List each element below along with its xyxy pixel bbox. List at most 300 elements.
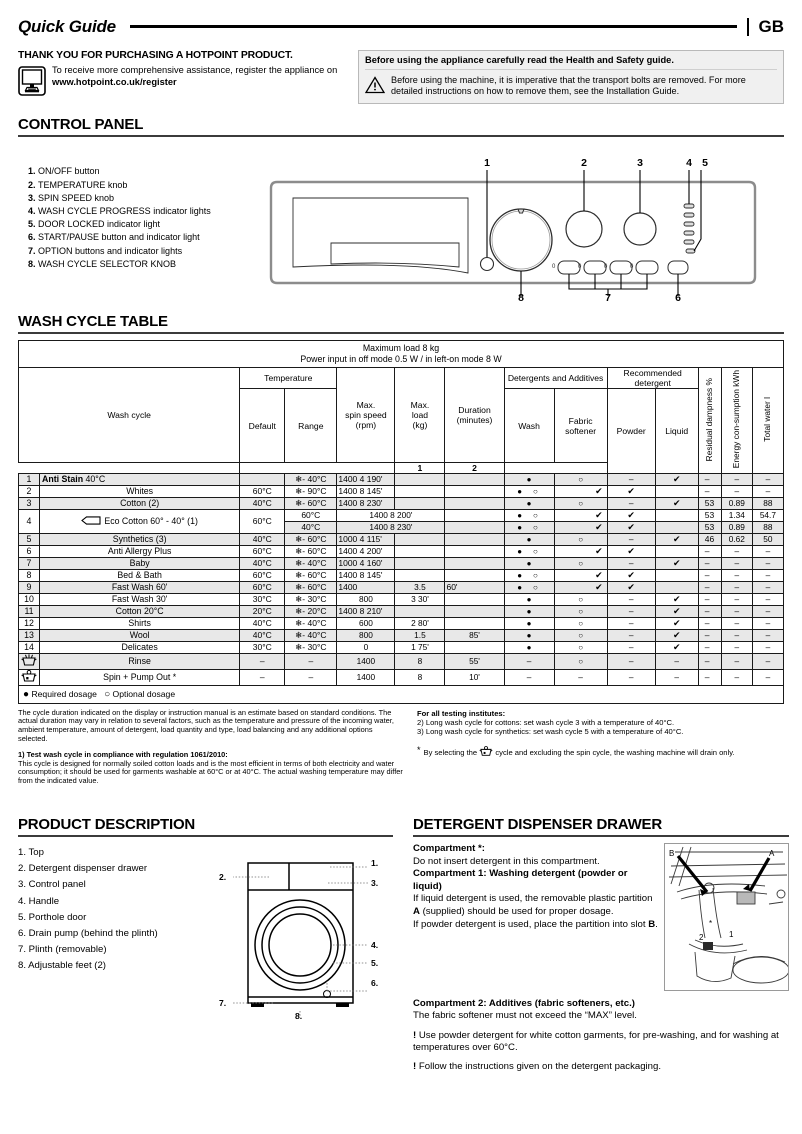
spin-load-duration-value: 1400 8 210' (338, 606, 383, 617)
safety-warning-box (358, 50, 784, 104)
compartment-star-title: Compartment *: (413, 843, 485, 854)
cell-max-load (395, 605, 445, 617)
cell-max-load (395, 497, 445, 509)
cell-cycle-name: Shirts (40, 617, 240, 629)
required-dosage-dot: ● (526, 619, 532, 629)
thanks-title: THANK YOU FOR PURCHASING A HOTPOINT PRODUCT. (18, 50, 293, 61)
intro-section (18, 50, 784, 104)
spin-load-duration-value: 1400 4 190' (338, 474, 383, 485)
cell-residual-dampness (698, 497, 721, 509)
cell-cycle-name: Delicates (40, 641, 240, 653)
cycle-number: 12 (24, 618, 34, 629)
cell-fabric-softener (554, 569, 607, 581)
cp-item-2: 2. TEMPERATURE knob (38, 179, 253, 192)
cp-callout-4: 4 (686, 157, 692, 170)
cell-max-load: 8 (395, 669, 445, 685)
cell-temp-range: ❄- 60°C (285, 545, 337, 557)
notes-section (18, 709, 784, 786)
table-body (19, 473, 784, 685)
optional-dosage-ring: ○ (578, 631, 584, 641)
cell-default-temp: 40°C (240, 629, 285, 641)
detergent-drawer-text (413, 843, 658, 991)
residual-value: – (704, 594, 710, 605)
optional-dosage-ring: ○ (578, 559, 584, 569)
cell-cycle-number (19, 641, 40, 653)
table-row (19, 605, 784, 617)
cell-wash-compartment (504, 557, 554, 569)
cell-energy-consumption: – (721, 473, 752, 485)
check-mark-icon: ✔ (595, 569, 603, 580)
compartment-star-body: Do not insert detergent in this compartment. (413, 855, 600, 867)
cell-temp-range: ❄- 60°C (285, 569, 337, 581)
cell-duration (445, 641, 504, 653)
cell-powder: – (607, 593, 655, 605)
required-dosage-dot: ● (526, 631, 532, 641)
check-mark-icon: ✔ (595, 485, 603, 496)
cell-total-water: – (752, 473, 783, 485)
residual-value: – (704, 582, 710, 593)
cell-fabric-softener (554, 473, 607, 485)
cell-max-load: 1.5 (395, 629, 445, 641)
wash-cycle-table-heading: WASH CYCLE TABLE (18, 313, 168, 331)
optional-dosage-ring: ○ (578, 619, 584, 629)
cell-total-water: – (752, 545, 783, 557)
pd-item-5: 5. Porthole door (18, 911, 87, 923)
register-monitor-icon (18, 66, 46, 96)
cell-max-spin: 800 (337, 593, 395, 605)
optional-dosage-ring: ○ (533, 583, 538, 593)
residual-value: 53 (704, 510, 715, 521)
register-text: To receive more comprehensive assistance, register the appliance on (52, 65, 338, 75)
required-dosage-dot: ● (526, 607, 532, 617)
table-row (19, 485, 784, 497)
cell-total-water: – (752, 669, 783, 685)
detergent-drawer-heading: DETERGENT DISPENSER DRAWER (413, 816, 662, 833)
cell-fabric-softener (554, 485, 607, 497)
cell-wash-compartment (504, 629, 554, 641)
cell-energy-consumption: – (721, 545, 752, 557)
cell-fabric-softener (554, 533, 607, 545)
optional-dosage-ring: ○ (533, 523, 538, 533)
table-info-row (19, 341, 784, 368)
cell-energy-consumption: – (721, 593, 752, 605)
check-mark-icon: ✔ (672, 497, 681, 508)
legend-required: Required dosage (31, 688, 97, 699)
cell-fabric-softener (554, 605, 607, 617)
spin-load-duration-value: 1400 8 145' (338, 570, 383, 581)
residual-value: – (704, 656, 710, 667)
cell-default-temp: 60°C (240, 545, 285, 557)
check-mark-icon: ✔ (627, 509, 635, 520)
cell-temp-range: ❄- 40°C (285, 473, 337, 485)
notes-left (18, 709, 403, 786)
residual-value: 53 (704, 522, 715, 533)
cell-fabric-softener (554, 581, 607, 593)
cell-duration: 55' (445, 653, 504, 669)
cell-spin-load-duration (337, 605, 395, 617)
th-residual-dampness: Residual dampness % (698, 368, 721, 473)
cell-residual-dampness (698, 569, 721, 581)
optional-dosage-ring: ○ (578, 607, 584, 617)
residual-value: 46 (704, 534, 715, 545)
cell-temp-range: ❄- 40°C (285, 557, 337, 569)
residual-value: – (704, 558, 710, 569)
cell-energy-consumption: 1.34 (721, 509, 752, 521)
cell-powder: – (607, 605, 655, 617)
dd-label-star: * (709, 919, 713, 928)
cell-duration (445, 521, 504, 533)
cell-cycle-number (19, 509, 40, 533)
cp-callout-5: 5 (702, 157, 708, 170)
cell-energy-consumption: – (721, 617, 752, 629)
cell-temp-range: ❄- 20°C (285, 605, 337, 617)
cell-total-water: 54.7 (752, 509, 783, 521)
cell-cycle-name: Cotton 20°C (40, 605, 240, 617)
cell-wash-compartment (504, 509, 554, 521)
note1-title: 1) Test wash cycle in compliance with regulation 1061/2010: (18, 749, 228, 759)
th-compartment-2: 2 (445, 462, 504, 473)
control-panel-heading: CONTROL PANEL (18, 116, 144, 134)
cell-liquid (655, 617, 698, 629)
cell-total-water: 50 (752, 533, 783, 545)
th-fabric-softener: Fabric softener (554, 389, 607, 462)
cell-total-water: – (752, 485, 783, 497)
spin-load-duration-value: 1000 4 115' (338, 534, 382, 545)
cell-max-spin (337, 581, 395, 593)
cell-liquid (655, 485, 698, 497)
control-panel-section (18, 151, 784, 301)
cycle-number: 14 (24, 642, 34, 653)
duration-value: 60' (446, 582, 458, 593)
cell-wash-compartment (504, 593, 554, 605)
cell-fabric-softener (554, 521, 607, 533)
cell-residual-dampness (698, 581, 721, 593)
cell-energy-consumption: – (721, 581, 752, 593)
table-row (19, 545, 784, 557)
residual-value: – (704, 474, 710, 485)
max-spin-value: 1400 (338, 582, 358, 593)
spin-load-duration-value: 1000 4 160' (338, 558, 383, 569)
required-dosage-dot: ● (517, 571, 523, 581)
cell-duration: 85' (445, 629, 504, 641)
svg-text:0: 0 (552, 264, 556, 271)
optional-dosage-ring: ○ (578, 499, 584, 509)
cp-callout-1: 1 (484, 157, 490, 170)
cell-energy-consumption: – (721, 629, 752, 641)
cell-residual-dampness (698, 653, 721, 669)
check-mark-icon: ✔ (627, 569, 635, 580)
check-mark-icon: ✔ (627, 581, 635, 592)
cell-duration (445, 485, 504, 497)
th-liquid: Liquid (655, 389, 698, 473)
cell-total-water: – (752, 557, 783, 569)
cell-wash-compartment: – (504, 653, 554, 669)
pd-callout-6: 6. (371, 978, 379, 988)
cell-total-water: – (752, 617, 783, 629)
spin-pump-icon-inline (479, 746, 493, 757)
th-default: Default (240, 389, 285, 462)
cell-liquid: – (655, 653, 698, 669)
cell-fabric-softener (554, 557, 607, 569)
cell-temp-range: ❄- 40°C (285, 617, 337, 629)
table-row (19, 557, 784, 569)
required-dosage-dot: ● (517, 523, 523, 533)
residual-value: 53 (704, 498, 715, 509)
th-max-load: Max. load (kg) (395, 368, 445, 462)
th-powder: Powder (607, 389, 655, 473)
wash-cycle-table-rule (18, 332, 784, 334)
compartment-2-title: Compartment 2: Additives (fabric softeners, etc.) (413, 998, 635, 1009)
table-row (19, 497, 784, 509)
duration-note: The cycle duration indicated on the display or instruction manual is an estimate based on standard conditions. The actual duration may vary in relation to several factors, such as the temperature and pressure of the incoming water, ambient temperature, amount of detergent, load quantity and type, load balancing and any additional options selected. (18, 707, 394, 744)
cell-cycle-number (19, 497, 40, 509)
cell-load-duration: 1 75' (395, 641, 445, 653)
cycle-number: 11 (24, 606, 34, 617)
th-temperature: Temperature (240, 368, 337, 389)
check-mark-icon: ✔ (595, 581, 603, 592)
check-mark-icon: ✔ (595, 521, 603, 532)
cell-default-temp: 30°C (240, 593, 285, 605)
pd-callout-3: 3. (371, 878, 379, 888)
dd-label-A: A (769, 849, 775, 858)
cell-powder: – (607, 533, 655, 545)
detergent-drawer-rule (413, 835, 789, 837)
cycle-number: 4 (26, 516, 32, 527)
th-wash-cycle: Wash cycle (19, 368, 240, 462)
pd-item-4: 4. Handle (18, 895, 60, 907)
optional-dosage-ring: ○ (578, 657, 584, 667)
cell-powder: – (607, 669, 655, 685)
cell-cycle-number (19, 669, 40, 685)
cell-cycle-name: Whites (40, 485, 240, 497)
cell-cycle-name: Fast Wash 60' (40, 581, 240, 593)
th-recommended-detergent: Recommended detergent (607, 368, 698, 389)
check-mark-icon: ✔ (672, 617, 681, 628)
dd-label-2: 2 (699, 933, 704, 942)
table-row (19, 617, 784, 629)
cell-duration: 10' (445, 669, 504, 685)
eco-tag-icon (81, 516, 101, 525)
cell-default-temp: – (240, 653, 285, 669)
cell-liquid (655, 509, 698, 521)
cell-powder: – (607, 653, 655, 669)
residual-value: – (704, 672, 710, 683)
legend-cell: ● Required dosage ○ Optional dosage (19, 685, 784, 703)
cell-cycle-number (19, 569, 40, 581)
cell-spin-load-duration (337, 533, 395, 545)
cp-callout-2: 2 (581, 157, 587, 170)
check-mark-icon: ✔ (672, 641, 681, 652)
table-row (19, 509, 784, 521)
tip-2-marker: ! (413, 1060, 417, 1072)
cycle-number: 1 (26, 474, 32, 485)
table-row (19, 593, 784, 605)
cell-powder (607, 509, 655, 521)
cell-fabric-softener (554, 593, 607, 605)
cell-spin-load-duration (337, 473, 395, 485)
cell-cycle-number (19, 581, 40, 593)
cell-liquid (655, 497, 698, 509)
compartment-1-title: Compartment 1: Washing detergent (powder or liquid) (413, 868, 628, 892)
cell-default-temp: 40°C (240, 617, 285, 629)
cell-wash-compartment: – (504, 669, 554, 685)
required-dosage-dot: ● (526, 559, 532, 569)
check-mark-icon: ✔ (627, 521, 635, 532)
detergent-drawer-section (413, 816, 789, 1073)
note1-body: This cycle is designed for normally soiled cotton loads and is the most efficient in terms of both electricity and water consumption; it should be used for garments washable at 60°C or at 40°C. The actual washing temperature may differ from the indicated value. (18, 758, 403, 786)
cell-energy-consumption: – (721, 641, 752, 653)
cell-liquid (655, 569, 698, 581)
cell-duration (445, 605, 504, 617)
cell-cycle-number (19, 629, 40, 641)
cell-wash-compartment (504, 617, 554, 629)
cell-liquid (655, 605, 698, 617)
cell-wash-compartment (504, 485, 554, 497)
product-description-section (18, 816, 393, 1073)
cell-powder: – (607, 617, 655, 629)
pd-callout-7: 7. (219, 998, 227, 1008)
cell-cycle-name: Anti Stain 40°C (40, 473, 240, 485)
cell-spin-load-duration (337, 557, 395, 569)
cell-residual-dampness (698, 641, 721, 653)
cell-residual-dampness (698, 593, 721, 605)
control-panel-legend (18, 151, 253, 301)
cp-item-1: 1. ON/OFF button (38, 165, 253, 178)
tip-1-marker: ! (413, 1029, 417, 1041)
optional-dosage-ring: ○ (578, 535, 584, 545)
cell-max-load: 3.5 (395, 581, 445, 593)
cell-temp-range: – (285, 669, 337, 685)
cell-powder: – (607, 557, 655, 569)
cell-wash-compartment (504, 545, 554, 557)
cell-total-water: – (752, 569, 783, 581)
cell-max-load (395, 485, 445, 497)
compartment-2-body: The fabric softener must not exceed the “MAX” level. (413, 1010, 637, 1022)
pd-item-3: 3. Control panel (18, 879, 86, 891)
cell-default-temp: 40°C (240, 533, 285, 545)
table-row (19, 581, 784, 593)
cp-callout-8: 8 (518, 292, 524, 302)
table-row (19, 629, 784, 641)
cell-max-load (395, 473, 445, 485)
cell-cycle-name: Bed & Bath (40, 569, 240, 581)
cell-default-temp: 40°C (240, 557, 285, 569)
residual-value: – (704, 630, 710, 641)
spin-load-duration-value: 1400 8 230' (338, 498, 383, 509)
dd-label-1: 1 (729, 930, 734, 939)
thanks-block (18, 50, 348, 96)
check-mark-icon: ✔ (672, 557, 681, 568)
pd-item-6: 6. Drain pump (behind the plinth) (18, 928, 158, 940)
cell-cycle-number (19, 485, 40, 497)
cell-max-spin: 800 (337, 629, 395, 641)
cell-cycle-name: Synthetics (3) (40, 533, 240, 545)
cell-residual-dampness (698, 545, 721, 557)
cell-fabric-softener (554, 653, 607, 669)
pd-item-8: 8. Adjustable feet (2) (18, 960, 106, 972)
cell-liquid (655, 629, 698, 641)
th-range: Range (285, 389, 337, 462)
cell-liquid (655, 533, 698, 545)
optional-dosage-ring: ○ (578, 475, 584, 485)
cell-energy-consumption: – (721, 605, 752, 617)
dd-label-B: B (669, 849, 675, 858)
control-panel-diagram (253, 151, 784, 301)
cell-spin-load-duration: 1400 8 200' (337, 509, 445, 521)
table-info-cell (19, 341, 784, 368)
cell-total-water: 88 (752, 521, 783, 533)
th-energy-consumption: Energy con-sumption kWh (721, 368, 752, 473)
cell-load-duration: 2 80' (395, 617, 445, 629)
cell-load-duration: 3 30' (395, 593, 445, 605)
pd-item-2: 2. Detergent dispenser drawer (18, 863, 148, 875)
cell-liquid: – (655, 669, 698, 685)
cell-max-load (395, 545, 445, 557)
bottom-section (18, 816, 784, 1073)
cell-cycle-number (19, 617, 40, 629)
check-mark-icon: ✔ (595, 509, 603, 520)
cycle-number: 8 (26, 570, 32, 581)
cell-energy-consumption: – (721, 557, 752, 569)
optional-dosage-ring: ○ (533, 511, 538, 521)
cell-default-temp: 20°C (240, 605, 285, 617)
cell-energy-consumption: 0.89 (721, 497, 752, 509)
check-mark-icon: ✔ (672, 473, 681, 484)
cell-max-spin: 1400 (337, 653, 395, 669)
cell-fabric-softener (554, 617, 607, 629)
tip-1: Use powder detergent for white cotton garments, for pre-washing, and for washing at temperatures over 60°C. (413, 1029, 779, 1054)
cell-energy-consumption: – (721, 485, 752, 497)
cell-duration (445, 617, 504, 629)
legend-optional: Optional dosage (112, 688, 176, 699)
required-dosage-dot: ● (526, 595, 532, 605)
cell-spin-load-duration: 1400 8 230' (337, 521, 445, 533)
cell-residual-dampness (698, 533, 721, 545)
optional-dosage-ring: ○ (578, 595, 584, 605)
cell-cycle-number (19, 593, 40, 605)
residual-value: – (704, 618, 710, 629)
svg-text:0: 0 (578, 264, 582, 271)
cell-temp-range: ❄- 40°C (285, 629, 337, 641)
register-url: www.hotpoint.co.uk/register (52, 76, 177, 87)
cell-powder (607, 545, 655, 557)
cell-energy-consumption: 0.89 (721, 521, 752, 533)
th-compartment-1: 1 (395, 462, 445, 473)
control-panel-svg (253, 151, 773, 301)
cell-wash-compartment (504, 569, 554, 581)
cell-total-water: – (752, 605, 783, 617)
detergent-drawer-svg (665, 844, 789, 991)
cell-duration (445, 473, 504, 485)
tip-2: Follow the instructions given on the detergent packaging. (418, 1060, 662, 1072)
cell-powder: – (607, 641, 655, 653)
cycle-number: 7 (26, 558, 32, 569)
cell-wash-compartment (504, 521, 554, 533)
cp-item-5: 5. DOOR LOCKED indicator light (38, 218, 253, 231)
detergent-drawer-figure (664, 843, 789, 991)
cell-energy-consumption: – (721, 653, 752, 669)
cell-temp-range: 60°C (285, 509, 337, 521)
cell-cycle-name: Spin + Pump Out * (40, 669, 240, 685)
cell-spin-load-duration (337, 545, 395, 557)
table-row (19, 533, 784, 545)
cell-spin-load-duration (337, 497, 395, 509)
residual-value: – (704, 642, 710, 653)
cell-residual-dampness (698, 485, 721, 497)
cell-residual-dampness (698, 605, 721, 617)
cell-default-temp: 60°C (240, 569, 285, 581)
cell-cycle-name: Rinse (40, 653, 240, 669)
